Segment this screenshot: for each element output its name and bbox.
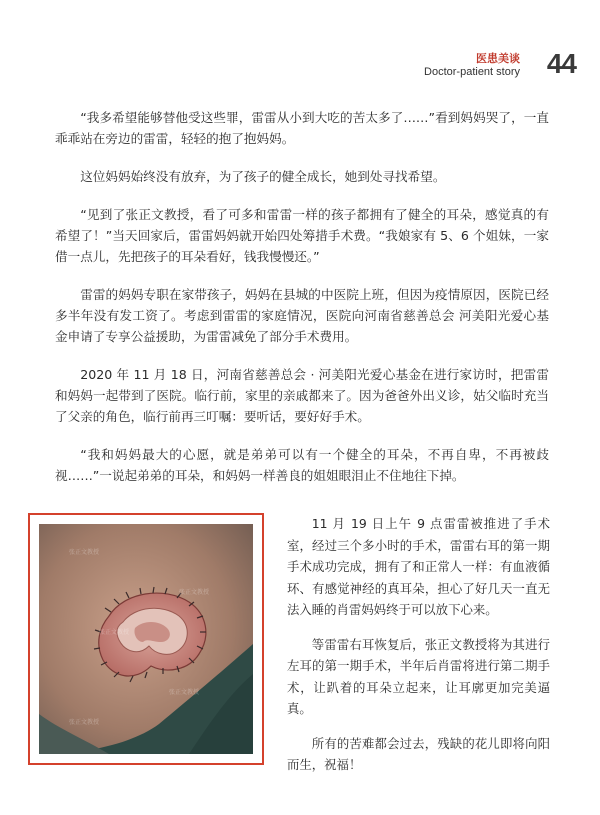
side-article-text [287,513,550,789]
watermark: 张正文教授 [69,719,100,726]
paragraph: 2020 年 11 月 18 日，河南省慈善总会 · 河美阳光爱心基金在进行家访时，把雷雷和妈妈一起带到了医院。临行前，家里的亲戚都来了。因为爸爸外出义诊，姑父临时充当了父亲的角色，临行前再三叮嘱：要听话，要好好手术。 [55,367,549,424]
page-header [356,48,576,88]
watermark: 张正文教授 [69,549,100,556]
paragraph: 等雷雷右耳恢复后，张正文教授将为其进行左耳的第一期手术，半年后肖雷将进行第二期手术，让趴着的耳朵立起来，让耳廓更加完美逼真。 [287,636,550,716]
watermark: 张正文教授 [179,589,210,596]
paragraph: 11 月 19 日上午 9 点雷雷被推进了手术室，经过三个多小时的手术，雷雷右耳的第一期手术成功完成，拥有了和正常人一样：有血液循环、有感觉神经的真耳朵，担心了好几天一直无法入睡的肖雷妈妈终于可以放下心来。 [287,516,550,617]
watermark: 张正文教授 [169,689,200,696]
section-subtitle: Doctor-patient story [424,66,520,78]
paragraph: “我和妈妈最大的心愿，就是弟弟可以有一个健全的耳朵，不再自卑，不再被歧视……”一说起弟弟的耳朵，和妈妈一样善良的姐姐眼泪止不住地往下掉。 [55,447,549,483]
paragraph: “见到了张正文教授，看了可多和雷雷一样的孩子都拥有了健全的耳朵，感觉真的有希望了！”当天回家后，雷雷妈妈就开始四处筹措手术费。“我娘家有 5、6 个姐妹，一家借一点儿，先把孩子的耳朵看好，钱我慢慢还。” [55,207,549,264]
photo-frame [28,513,264,765]
article-body [55,107,549,503]
watermark: 张正文教授 [99,629,130,636]
page-number: 44 [546,48,576,79]
paragraph: 这位妈妈始终没有放弃，为了孩子的健全成长，她到处寻找希望。 [80,169,446,184]
section-title: 医患美谈 [476,52,520,65]
paragraph: 雷雷的妈妈专职在家带孩子，妈妈在县城的中医院上班，但因为疫情原因，医院已经多半年没有发工资了。考虑到雷雷的家庭情况，医院向河南省慈善总会 河美阳光爱心基金申请了专享公益援助，为雷雷减免了部分手术费用。 [55,287,549,344]
ear-surgery-photo [39,524,253,754]
paragraph: “我多希望能够替他受这些罪，雷雷从小到大吃的苦太多了……”看到妈妈哭了，一直乖乖站在旁边的雷雷，轻轻的抱了抱妈妈。 [55,110,549,146]
paragraph: 所有的苦难都会过去，残缺的花儿即将向阳而生，祝福！ [287,735,550,772]
